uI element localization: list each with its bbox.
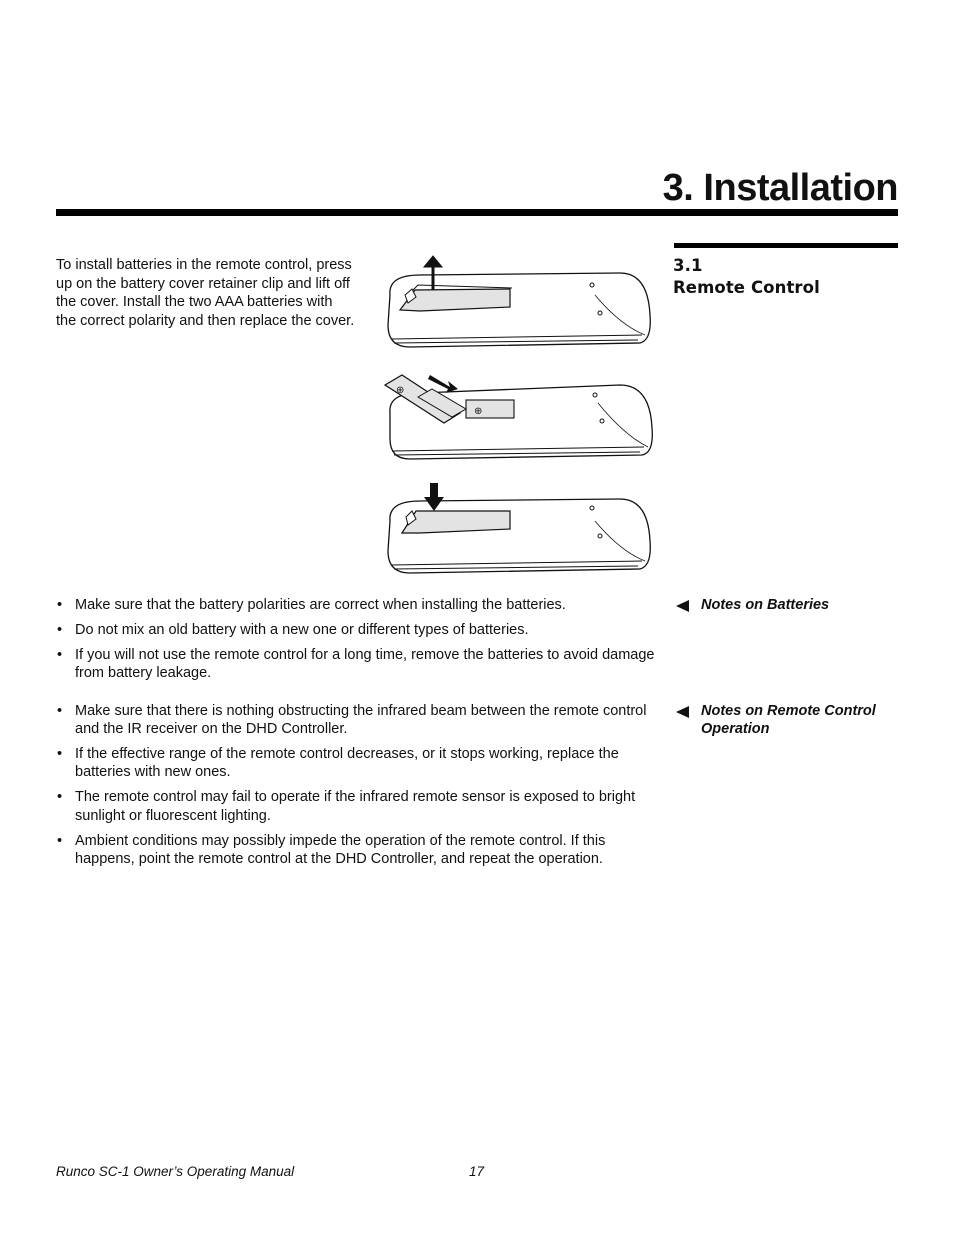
list-item: • Make sure that the battery polarities are correct when installing the batteries. — [57, 597, 566, 613]
arrow-left-icon — [676, 600, 689, 612]
svg-text:⊕: ⊕ — [474, 406, 483, 417]
list-item: • If you will not use the remote control for a long time, remove the batteries to avoid damage from battery leakage. — [57, 647, 655, 682]
remote-cover-replace-illustration — [380, 481, 660, 581]
chapter-title: 3. Installation — [662, 167, 898, 209]
list-item: • If the effective range of the remote control decreases, or it stops working, replace the batteries with new ones. — [57, 746, 619, 781]
intro-paragraph: To install batteries in the remote control, press up on the battery cover retainer clip and lift off the cover. Install the two AAA batteries with the correct polarity and then replace the cover. — [56, 257, 355, 329]
list-item: • Do not mix an old battery with a new one or different types of batteries. — [57, 622, 529, 638]
footer-manual-title: Runco SC-1 Owner’s Operating Manual — [56, 1164, 295, 1179]
list-item: • The remote control may fail to operate if the infrared remote sensor is exposed to bright sunlight or fluorescent lighting. — [57, 789, 636, 824]
list-item: • Make sure that there is nothing obstructing the infrared beam between the remote control and the IR receiver on the DHD Controller. — [57, 703, 647, 738]
svg-text:⊕: ⊕ — [396, 385, 405, 396]
batteries-notes-list — [56, 596, 656, 689]
operation-notes-list — [56, 702, 656, 875]
chapter-rule — [56, 209, 898, 216]
section-rule — [674, 243, 898, 248]
list-item: • Ambient conditions may possibly impede the operation of the remote control. If this happens, point the remote control at the DHD Controller, and repeat the operation. — [57, 832, 606, 867]
footer-page-number: 17 — [469, 1164, 485, 1179]
arrow-left-icon — [676, 706, 689, 718]
section-title: Remote Control — [673, 278, 820, 297]
section-number: 3.1 — [673, 256, 703, 275]
remote-cover-removal-illustration — [380, 255, 660, 355]
notes-on-operation-heading: Notes on Remote Control Operation — [676, 702, 906, 738]
notes-on-batteries-heading: Notes on Batteries — [676, 596, 906, 614]
battery-insertion-illustration — [380, 373, 660, 473]
